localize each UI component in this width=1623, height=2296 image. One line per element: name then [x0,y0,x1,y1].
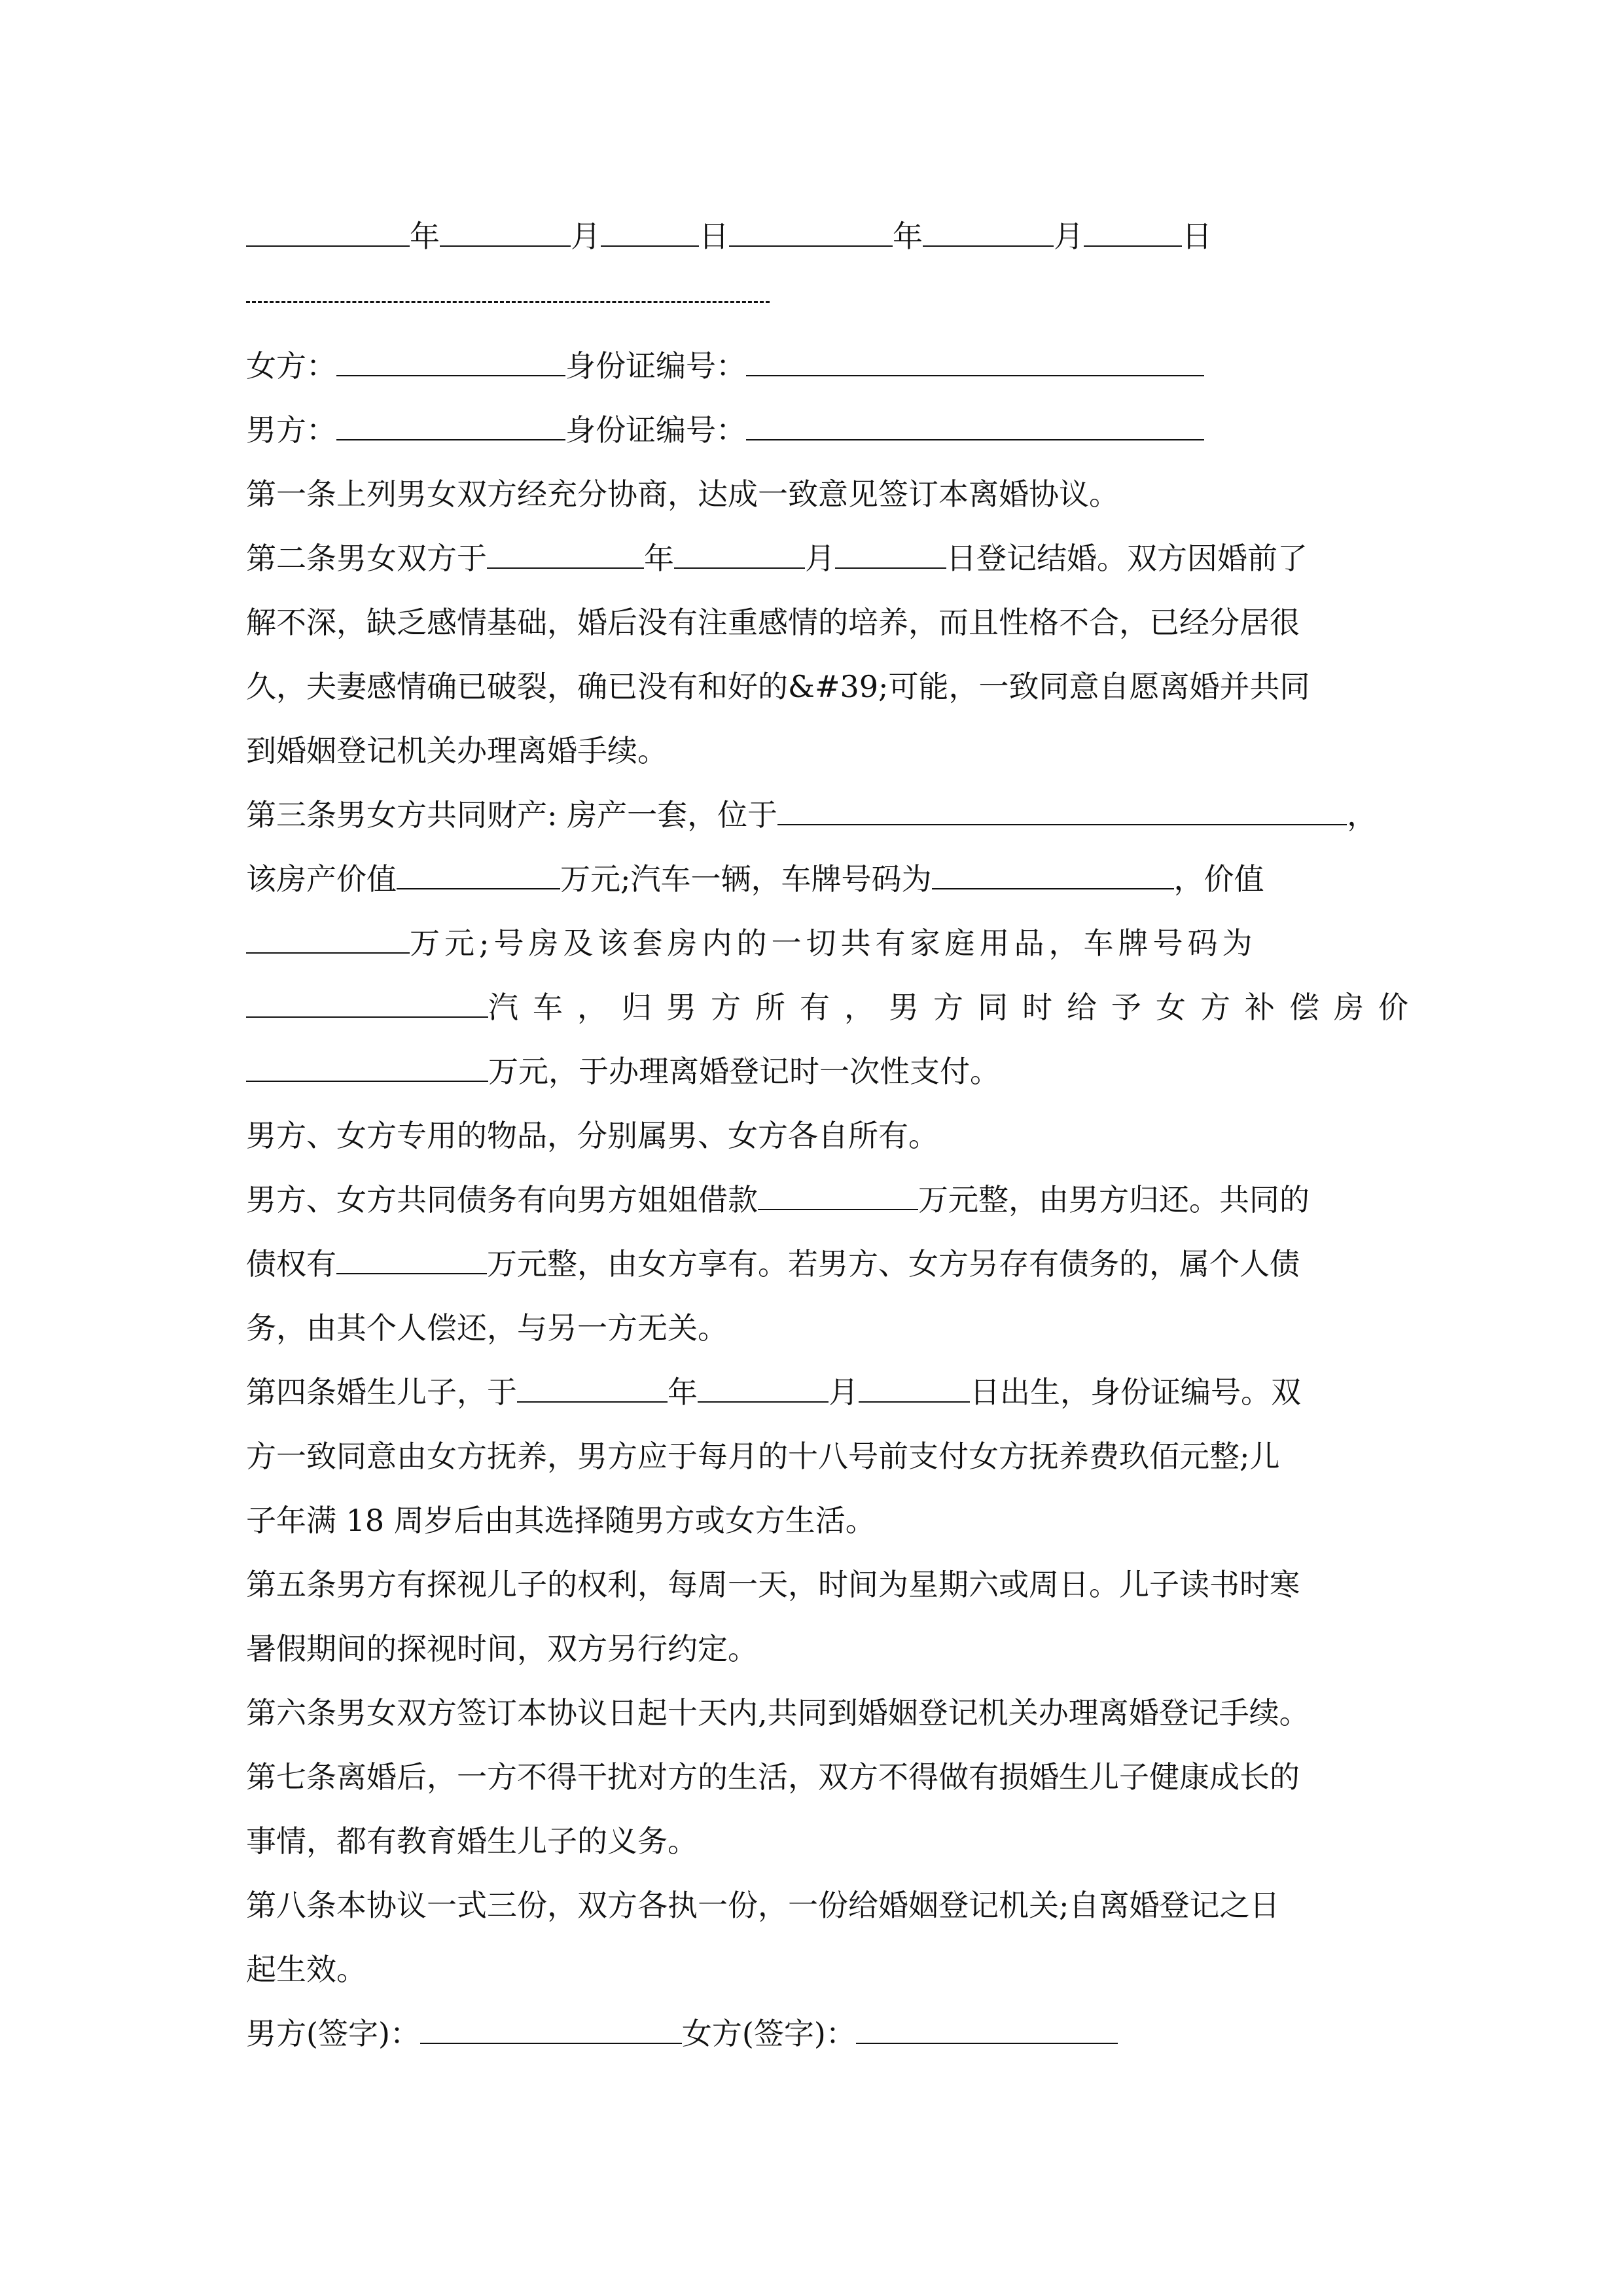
month-blank-2[interactable] [923,213,1054,247]
article-3-prefix: 第三条男女方共同财产: 房产一套，位于 [246,797,778,833]
property-value-label: 该房产价值 [246,861,397,897]
year-label: 年 [893,219,923,254]
property-value-blank[interactable] [397,855,560,889]
agreement-body [246,204,1423,2066]
male-name-field[interactable] [336,406,565,440]
birth-year-blank[interactable] [517,1369,668,1403]
comma: ， [1347,797,1378,833]
article-4-line-1 [246,1360,1386,1424]
dashed-divider [246,268,1386,334]
article-4-suffix: 日出生，身份证编号。双 [970,1374,1301,1410]
female-signature-field[interactable] [856,2010,1118,2044]
article-2-line-2: 解不深，缺乏感情基础，婚后没有注重感情的培养，而且性格不合，已经分居很 [246,605,1300,640]
article-2-line-1 [246,526,1386,590]
female-label: 女方： [246,348,336,384]
personal-items: 男方、女方专用的物品，分别属男、女方各自所有。 [246,1118,938,1153]
day-blank-2[interactable] [1084,213,1182,247]
credit-label: 债权有 [246,1246,336,1282]
id-label: 身份证编号： [565,348,746,384]
article-3-line-3 [246,911,1386,975]
signature-row [246,2001,1386,2066]
article-8-line-1: 第八条本协议一式三份，双方各执一份，一份给婚姻登记机关;自离婚登记之日 [246,1888,1280,1923]
article-2-suffix: 日登记结婚。双方因婚前了 [946,541,1308,576]
plate-number-blank[interactable] [246,984,488,1018]
car-value-label: ，价值 [1173,861,1264,897]
month-label: 月 [805,541,835,576]
article-4-line-2: 方一致同意由女方抚养，男方应于每月的十八号前支付女方抚养费玖佰元整;儿 [246,1439,1280,1474]
article-3-line-5 [246,1039,1386,1103]
month-label: 月 [829,1374,859,1410]
debts-line-1 [246,1168,1386,1232]
article-2-line-3: 久，夫妻感情确已破裂，确已没有和好的&#39;可能，一致同意自愿离婚并共同 [246,669,1310,704]
male-signature-label: 男方(签字)： [246,2016,420,2051]
marriage-month-blank[interactable] [674,535,805,569]
birth-month-blank[interactable] [698,1369,829,1403]
car-plate-blank[interactable] [932,855,1174,889]
month-label: 月 [1054,219,1084,254]
credit-text: 万元整，由女方享有。若男方、女方另存有债务的，属个人债 [487,1246,1300,1282]
article-3-line-1 [246,783,1386,847]
article-2-line-4: 到婚姻登记机关办理离婚手续。 [246,733,668,768]
article-3-text-3: 万元;号房及该套房内的一切共有家庭用品，车牌号码为 [410,925,1257,961]
article-1: 第一条上列男女双方经充分协商，达成一致意见签订本离婚协议。 [246,476,1119,512]
year-blank-2[interactable] [729,213,893,247]
compensation-blank[interactable] [246,1048,488,1082]
article-4-line-3: 子年满 18 周岁后由其选择随男方或女方生活。 [246,1503,876,1538]
article-7-line-1: 第七条离婚后，一方不得干扰对方的生活，双方不得做有损婚生儿子健康成长的 [246,1759,1300,1795]
year-label: 年 [644,541,674,576]
year-blank-1[interactable] [246,213,410,247]
female-signature-label: 女方(签字)： [681,2016,856,2051]
female-id-field[interactable] [746,342,1204,376]
female-name-field[interactable] [336,342,565,376]
month-blank-1[interactable] [440,213,571,247]
article-3-line-2 [246,847,1386,911]
article-5-line-1: 第五条男方有探视儿子的权利，每周一天，时间为星期六或周日。儿子读书时寒 [246,1567,1300,1602]
article-7-line-2: 事情，都有教育婚生儿子的义务。 [246,1823,698,1859]
property-location-blank[interactable] [777,791,1347,825]
credit-amount-blank[interactable] [336,1240,487,1274]
birth-day-blank[interactable] [859,1369,970,1403]
article-5-line-2: 暑假期间的探视时间，双方另行约定。 [246,1631,758,1666]
article-3-text-4: 汽车，归男方所有，男方同时给予女方补偿房价 [488,990,1423,1025]
day-blank-1[interactable] [601,213,699,247]
article-8-line-2: 起生效。 [246,1952,366,1987]
female-party-row [246,334,1386,398]
article-3-text-5: 万元，于办理离婚登记时一次性支付。 [488,1054,1000,1089]
marriage-day-blank[interactable] [835,535,946,569]
male-signature-field[interactable] [420,2010,682,2044]
month-label: 月 [571,219,601,254]
debt-amount-blank[interactable] [758,1176,918,1210]
debt-label: 男方、女方共同债务有向男方姐姐借款 [246,1182,758,1217]
date-header [246,204,1386,268]
male-id-field[interactable] [746,406,1204,440]
article-4-prefix: 第四条婚生儿子，于 [246,1374,517,1410]
male-label: 男方： [246,412,336,448]
year-label: 年 [668,1374,698,1410]
article-2-prefix: 第二条男女双方于 [246,541,487,576]
marriage-year-blank[interactable] [487,535,644,569]
debts-line-2 [246,1232,1386,1296]
day-label: 日 [1182,219,1212,254]
day-label: 日 [699,219,729,254]
id-label: 身份证编号： [565,412,746,448]
debt-text: 万元整，由男方归还。共同的 [918,1182,1310,1217]
article-3-line-4 [246,975,1423,1039]
year-label: 年 [410,219,440,254]
male-party-row [246,398,1386,462]
debts-line-3: 务，由其个人偿还，与另一方无关。 [246,1310,728,1346]
article-6: 第六条男女双方签订本协议日起十天内,共同到婚姻登记机关办理离婚登记手续。 [246,1695,1310,1731]
car-value-blank[interactable] [246,920,410,954]
car-plate-label: 万元;汽车一辆，车牌号码为 [560,861,932,897]
